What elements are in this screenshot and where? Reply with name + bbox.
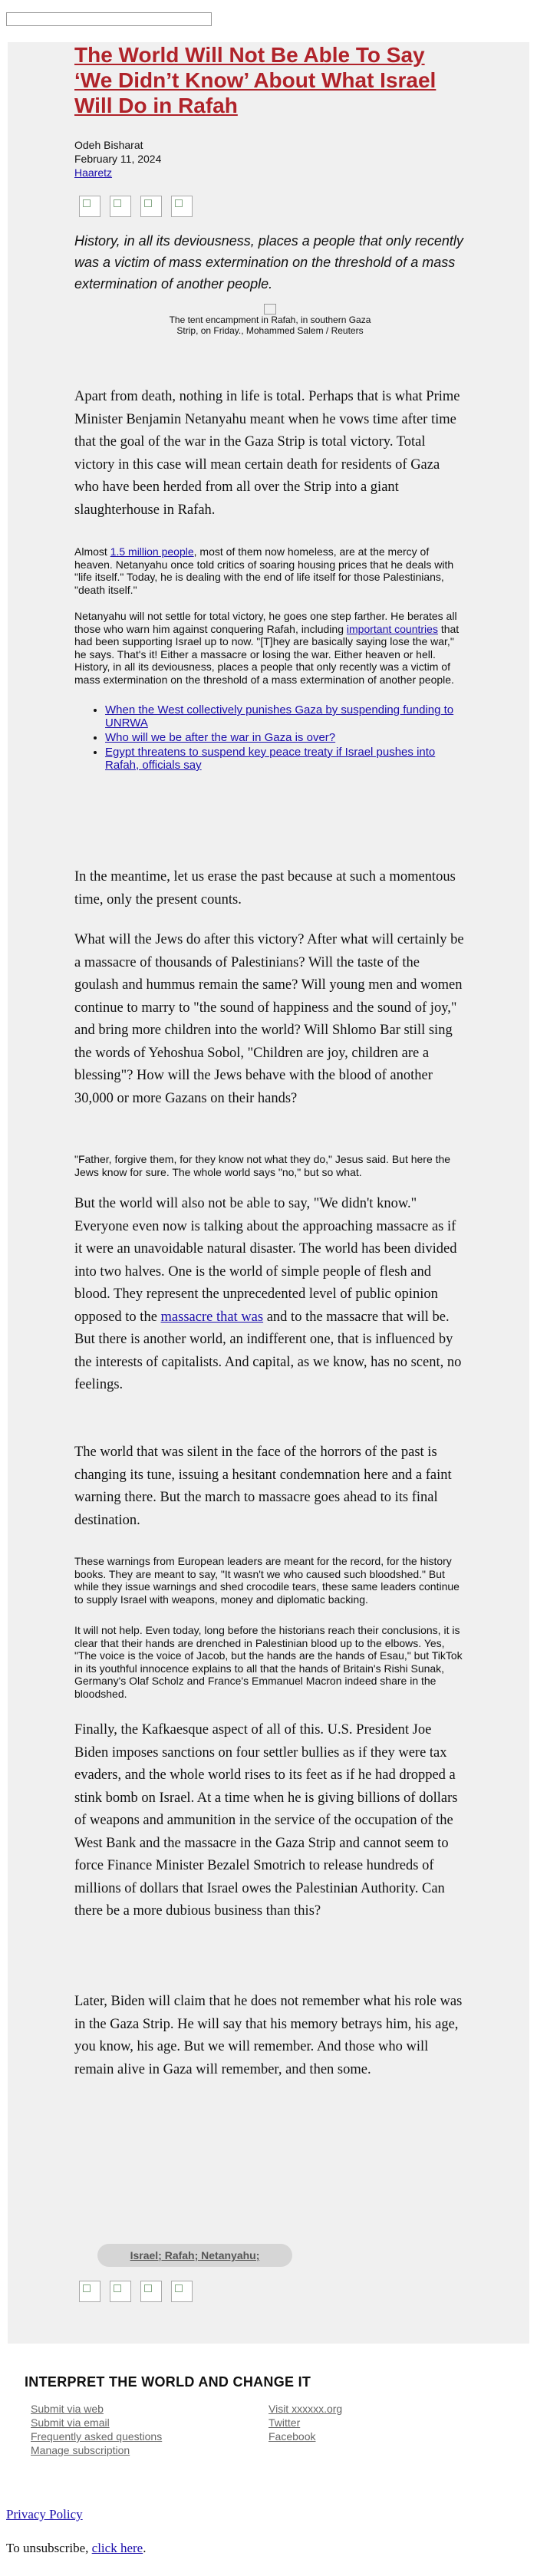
text: that had been supporting Israel up to now. "[T]hey are basically saying lose the war," he says. That's it! Either a massacre or losing the war. Either heaven or hell. History, in all its deviousness, places a people that only recently was a victim of mass extermination on the threshold of a mass extermination of another people.: [74, 622, 460, 686]
inline-link[interactable]: important countries: [346, 622, 438, 635]
visit-site-link[interactable]: Visit xxxxxx.org: [268, 2403, 343, 2415]
related-links-list: [90, 703, 466, 773]
paragraph: "Father, forgive them, for they know not what they do," Jesus said. But here the Jews know for sure. The whole world says "no," but so what.: [74, 1153, 451, 1178]
newsletter-panel: [8, 42, 529, 2344]
twitter-link[interactable]: Twitter: [268, 2416, 301, 2429]
list-item: [105, 746, 466, 772]
tags-pill[interactable]: Israel; Rafah; Netanyahu;: [97, 2244, 292, 2267]
facebook-link[interactable]: Facebook: [268, 2430, 316, 2443]
image-caption: The tent encampment in Rafah, in southern Gaza Strip, on Friday., Mohammed Salem / Reuters: [169, 314, 371, 336]
submit-email-link[interactable]: Submit via email: [31, 2416, 110, 2429]
article-author: Odeh Bisharat: [74, 139, 143, 151]
article-image: [264, 304, 276, 315]
paragraph: The world that was silent in the face of the horrors of the past is changing its tune, issuing a hesitant condemnation here and a faint warning there. But the march to massacre goes ahead to its final destination.: [74, 1444, 452, 1528]
text: But the world will also not be able to say, "We didn't know." Everyone even now is talking about the approaching massacre as if it were an unavoidable natural disaster. The world has been divided into two halves. One is the world of simple people of flesh and blood. They represent the unprecedented level of public opinion opposed to the: [74, 1196, 457, 1325]
share-icon[interactable]: [110, 2281, 131, 2302]
paragraph: In the meantime, let us erase the past because at such a momentous time, only the present counts.: [74, 869, 456, 908]
related-link[interactable]: Who will we be after the war in Gaza is over?: [105, 731, 336, 744]
article-title[interactable]: The World Will Not Be Able To Say ‘We Didn’t Know’ About What Israel Will Do in Rafah: [74, 43, 437, 117]
list-item: [105, 731, 466, 744]
paragraph: [74, 610, 467, 686]
article-date: February 11, 2024: [74, 153, 162, 165]
share-icon[interactable]: [79, 196, 100, 217]
share-icons-top: [79, 196, 202, 220]
inline-link[interactable]: massacre that was: [160, 1309, 264, 1325]
paragraph: What will the Jews do after this victory? After what will certainly be a massacre of thousands of Palestinians? Will the taste of the goulash and hummus remain the same? Will young men and women continue to marry to "the sound of happiness and the sound of joy," and bring more children into the world? Will Shlomo Bar still sing the words of Yehoshua Sobol, "Children are joy, children are a blessing"? How will the Jews behave with the blood of another 30,000 or more Gazans on their hands?: [74, 932, 464, 1106]
list-item: [105, 703, 466, 730]
share-icon[interactable]: [140, 2281, 162, 2302]
text: Almost: [74, 545, 110, 558]
unsubscribe-suffix: .: [143, 2541, 147, 2555]
share-icon[interactable]: [79, 2281, 100, 2302]
paragraph: [74, 1193, 467, 1397]
text: and to the massacre that will be. But there is another world, an indifferent one, that is influenced by the interests of capitalists. And capital, as we know, has no scent, no feelings.: [74, 1309, 462, 1392]
header-image: [6, 12, 212, 26]
related-link[interactable]: Egypt threatens to suspend key peace treaty if Israel pushes into Rafah, officials say: [105, 746, 436, 772]
unsubscribe-line: [6, 2541, 146, 2556]
text: Netanyahu will not settle for total victory, he goes one step farther. He berates all those who warn him against conquering Rafah, including: [74, 610, 457, 635]
inline-link[interactable]: 1.5 million people: [110, 545, 194, 558]
unsubscribe-link[interactable]: click here: [91, 2541, 143, 2555]
article-subtitle: History, in all its deviousness, places a people that only recently was a victim of mass extermination on the threshold of a mass extermination of another people.: [74, 233, 463, 292]
manage-subscription-link[interactable]: Manage subscription: [31, 2444, 130, 2456]
paragraph: Later, Biden will claim that he does not remember what his role was in the Gaza Strip. He will say that his memory betrays him, his age, you know, his age. But we will remember. And those who will remain alive in Gaza will remember, and then some.: [74, 1994, 463, 2077]
paragraph: It will not help. Even today, long before the historians reach their conclusions, it is clear that their hands are drenched in Palestinian blood up to the elbows. Yes, "The voice is the voice of Jacob, but the hands are the hands of Esau," but TikTok in its youthful innocence explains to all that the hands of Britain's Rishi Sunak, Germany's Olaf Scholz and France's Emmanuel Macron indeed share in the bloodshed.: [74, 1624, 463, 1700]
footer-links-left: [31, 2402, 162, 2457]
share-icon[interactable]: [140, 196, 162, 217]
share-icon[interactable]: [171, 196, 193, 217]
submit-web-link[interactable]: Submit via web: [31, 2403, 104, 2415]
paragraph: Finally, the Kafkaesque aspect of all of this. U.S. President Joe Biden imposes sanctions on four settler bullies as if they were tax evaders, and the whole world rises to its feet as if he had dropped a stink bomb on Israel. At a time when he is giving billions of dollars of weapons and ammunition in the service of the occupation of the West Bank and the massacre in the Gaza Strip and cannot seem to force Finance Minister Bezalel Smotrich to release hundreds of millions of dollars that Israel owes the Palestinian Authority. Can there be a more dubious business than this?: [74, 1722, 458, 1919]
share-icon[interactable]: [171, 2281, 193, 2302]
footer-heading: INTERPRET THE WORLD AND CHANGE IT: [25, 2374, 311, 2390]
unsubscribe-text: To unsubscribe,: [6, 2541, 92, 2555]
article-source-link[interactable]: Haaretz: [74, 166, 113, 179]
footer-links-right: [268, 2402, 342, 2443]
paragraph: Apart from death, nothing in life is total. Perhaps that is what Prime Minister Benjamin Netanyahu meant when he vows time after time that the goal of the war in the Gaza Strip is total victory. Total victory in this case will mean certain death for residents of Gaza who have been herded from all over the Strip into a giant slaughterhouse in Rafah.: [74, 389, 460, 518]
text: , most of them now homeless, are at the mercy of heaven. Netanyahu once told critics of soaring housing prices that he deals with "life itself." Today, he is dealing with the end of life itself for those Palestinians, "death itself.": [74, 545, 454, 596]
paragraph: These warnings from European leaders are meant for the record, for the history books. They are meant to say, "It wasn't we who caused such bloodshed." But while they issue warnings and shed crocodile tears, these same leaders continue to supply Israel with weapons, money and diplomatic backing.: [74, 1555, 460, 1606]
related-link[interactable]: When the West collectively punishes Gaza by suspending funding to UNRWA: [105, 703, 454, 730]
faq-link[interactable]: Frequently asked questions: [31, 2430, 163, 2443]
paragraph: [74, 545, 467, 596]
image-caption-block: [159, 303, 381, 336]
privacy-policy-link[interactable]: Privacy Policy: [6, 2507, 83, 2522]
share-icon[interactable]: [110, 196, 131, 217]
share-icons-bottom: [79, 2281, 202, 2305]
